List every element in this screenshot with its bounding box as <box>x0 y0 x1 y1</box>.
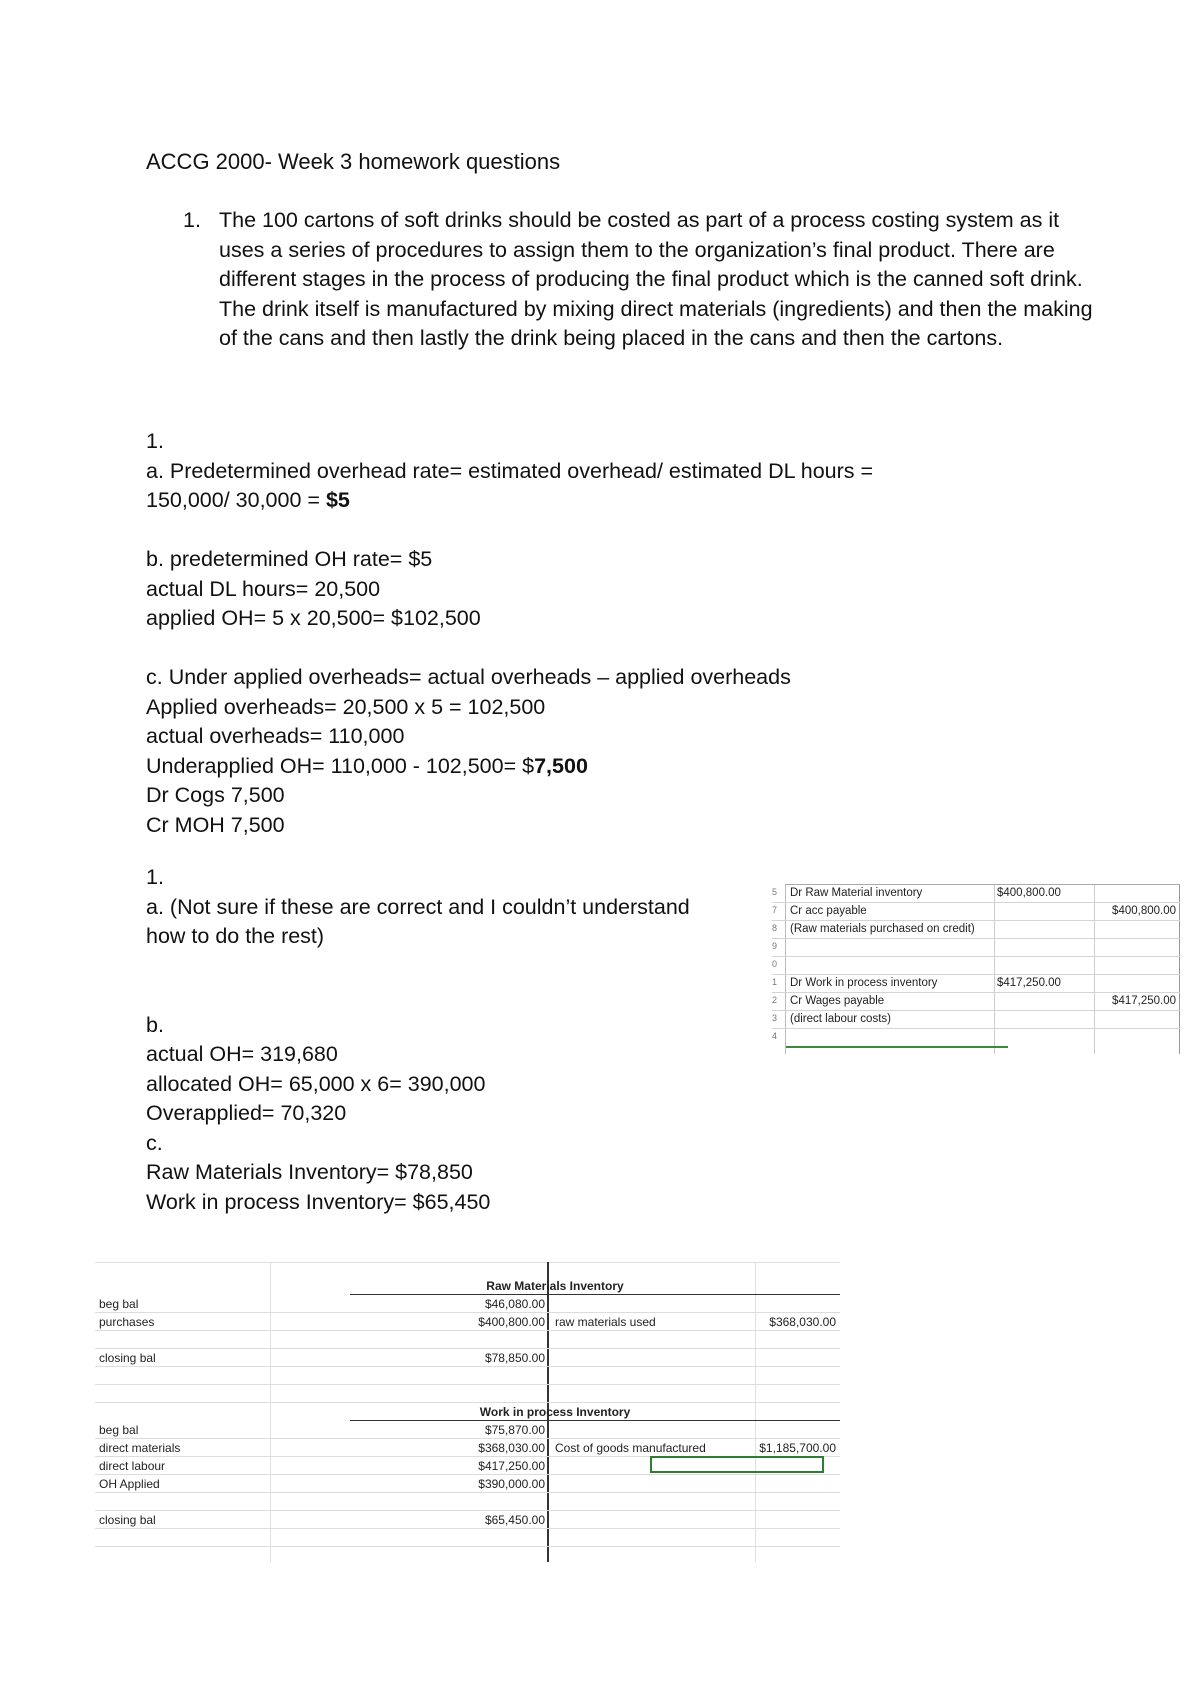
part-a-line: how to do the rest) <box>146 924 325 948</box>
table-row <box>95 1438 840 1457</box>
part-c-line: Cr MOH 7,500 <box>146 812 285 837</box>
account-cell: Cr Wages payable <box>790 995 885 1007</box>
question-1-text: The 100 cartons of soft drinks should be costed as part of a process costing system as it uses a series of procedures to assign them to the organization’s final product. There are different stages in the process of producing the final product which is the canned soft drink. The drink itself is manufactured by mixing direct materials (ingredients) and then the making of the cans and then lastly the drink being placed in the cans and then the cartons. <box>219 208 1093 350</box>
part-c-line <box>146 752 873 782</box>
label-cell: beg bal <box>99 1297 139 1311</box>
amount-cell: $65,450.00 <box>484 1513 545 1527</box>
part-c-line: Raw Materials Inventory= $78,850 <box>146 1160 473 1184</box>
amount-cell: $390,000.00 <box>478 1477 545 1491</box>
debit-cell: $417,250.00 <box>997 977 1061 989</box>
row-number: 9 <box>772 941 778 951</box>
amount-cell: $400,800.00 <box>478 1315 545 1329</box>
part-a-line: a. Predetermined overhead rate= estimated overhead/ estimated DL hours = <box>146 458 874 483</box>
account-cell: Dr Raw Material inventory <box>790 887 923 899</box>
amount-cell: $78,850.00 <box>484 1351 545 1365</box>
part-b-line: allocated OH= 65,000 x 6= 390,000 <box>146 1071 486 1096</box>
credit-label-cell: Cost of goods manufactured <box>555 1441 706 1455</box>
amount-cell: $75,870.00 <box>484 1423 545 1437</box>
table-row <box>95 1492 840 1511</box>
amount-cell: $46,080.00 <box>484 1297 545 1311</box>
table-row <box>95 1384 840 1403</box>
journal-entries-sheet <box>772 884 1180 1054</box>
part-b-line: Overapplied= 70,320 <box>146 1101 347 1125</box>
part-c-line: c. Under applied overheads= actual overheads – applied overheads <box>146 665 791 689</box>
part-c-line: actual overheads= 110,000 <box>146 724 405 748</box>
table-row <box>772 956 1180 975</box>
part-a-calc-text: 150,000/ 30,000 = <box>146 488 326 512</box>
question-3-block <box>146 863 690 1217</box>
question-number: 1. <box>146 429 164 453</box>
table-row <box>772 1010 1180 1029</box>
row-number: 2 <box>772 995 778 1005</box>
table-row <box>772 938 1180 957</box>
selected-cell[interactable] <box>650 1456 824 1473</box>
account-cell: (Raw materials purchased on credit) <box>790 923 975 935</box>
credit-cell: $417,250.00 <box>1112 995 1176 1007</box>
label-cell: closing bal <box>99 1513 156 1527</box>
question-2-block <box>146 427 873 840</box>
table-row <box>772 902 1180 921</box>
part-b-line: b. predetermined OH rate= $5 <box>146 547 433 571</box>
underapplied-text: Underapplied OH= 110,000 - 102,500= $ <box>146 753 535 778</box>
part-b-line: actual DL hours= 20,500 <box>146 576 381 601</box>
credit-amount-cell: $368,030.00 <box>769 1315 836 1329</box>
amount-cell: $368,030.00 <box>478 1441 545 1455</box>
table-row <box>95 1366 840 1385</box>
part-c-line: Applied overheads= 20,500 x 5 = 102,500 <box>146 694 546 719</box>
row-number: 8 <box>772 923 778 933</box>
wip-header-row <box>350 1402 840 1421</box>
credit-label-cell: raw materials used <box>555 1315 656 1329</box>
part-a-answer: $5 <box>325 488 350 512</box>
part-c-label: c. <box>146 1130 163 1155</box>
raw-materials-header-row <box>350 1276 840 1295</box>
table-row <box>772 974 1180 993</box>
part-b-line: actual OH= 319,680 <box>146 1042 338 1066</box>
table-row <box>772 920 1180 939</box>
label-cell: OH Applied <box>99 1477 160 1491</box>
part-b-label: b. <box>146 1012 164 1037</box>
table-row <box>95 1420 840 1439</box>
row-number: 0 <box>772 959 778 969</box>
part-a-line: a. (Not sure if these are correct and I couldn’t understand <box>146 894 690 919</box>
row-number: 7 <box>772 905 778 915</box>
table-row <box>95 1312 840 1331</box>
underapplied-answer: 7,500 <box>534 753 588 778</box>
part-b-line: applied OH= 5 x 20,500= $102,500 <box>146 606 481 630</box>
table-row <box>772 1028 1008 1048</box>
credit-amount-cell: $1,185,700.00 <box>759 1441 836 1455</box>
amount-cell: $417,250.00 <box>478 1459 545 1473</box>
account-cell: Dr Work in process inventory <box>790 977 938 989</box>
part-c-line: Work in process Inventory= $65,450 <box>146 1189 491 1214</box>
part-c-line: Dr Cogs 7,500 <box>146 783 285 807</box>
question-number: 1. <box>146 865 164 889</box>
wip-title: Work in process Inventory <box>479 1405 631 1419</box>
table-row <box>95 1348 840 1367</box>
part-a-calc <box>146 486 873 516</box>
credit-cell: $400,800.00 <box>1112 905 1176 917</box>
row-number: 1 <box>772 977 778 987</box>
table-row <box>95 1528 840 1547</box>
label-cell: direct labour <box>99 1459 166 1473</box>
row-number: 5 <box>772 887 778 897</box>
raw-materials-title: Raw Materials Inventory <box>486 1279 624 1293</box>
question-1-answer <box>183 206 1099 354</box>
table-row <box>95 1294 840 1313</box>
account-cell: (direct labour costs) <box>790 1013 891 1025</box>
row-number: 3 <box>772 1013 778 1023</box>
table-row <box>95 1474 840 1493</box>
debit-cell: $400,800.00 <box>997 887 1061 899</box>
table-row <box>772 884 1180 903</box>
account-cell: Cr acc payable <box>790 905 867 917</box>
t-accounts-sheet <box>95 1262 840 1562</box>
question-number: 1. <box>183 208 201 232</box>
table-row <box>772 992 1180 1011</box>
label-cell: beg bal <box>99 1423 139 1437</box>
label-cell: closing bal <box>99 1351 156 1365</box>
table-row <box>95 1510 840 1529</box>
label-cell: direct materials <box>99 1441 181 1455</box>
row-number: 4 <box>772 1031 778 1041</box>
label-cell: purchases <box>99 1315 155 1329</box>
document-title: ACCG 2000- Week 3 homework questions <box>146 149 561 174</box>
table-row <box>95 1330 840 1349</box>
